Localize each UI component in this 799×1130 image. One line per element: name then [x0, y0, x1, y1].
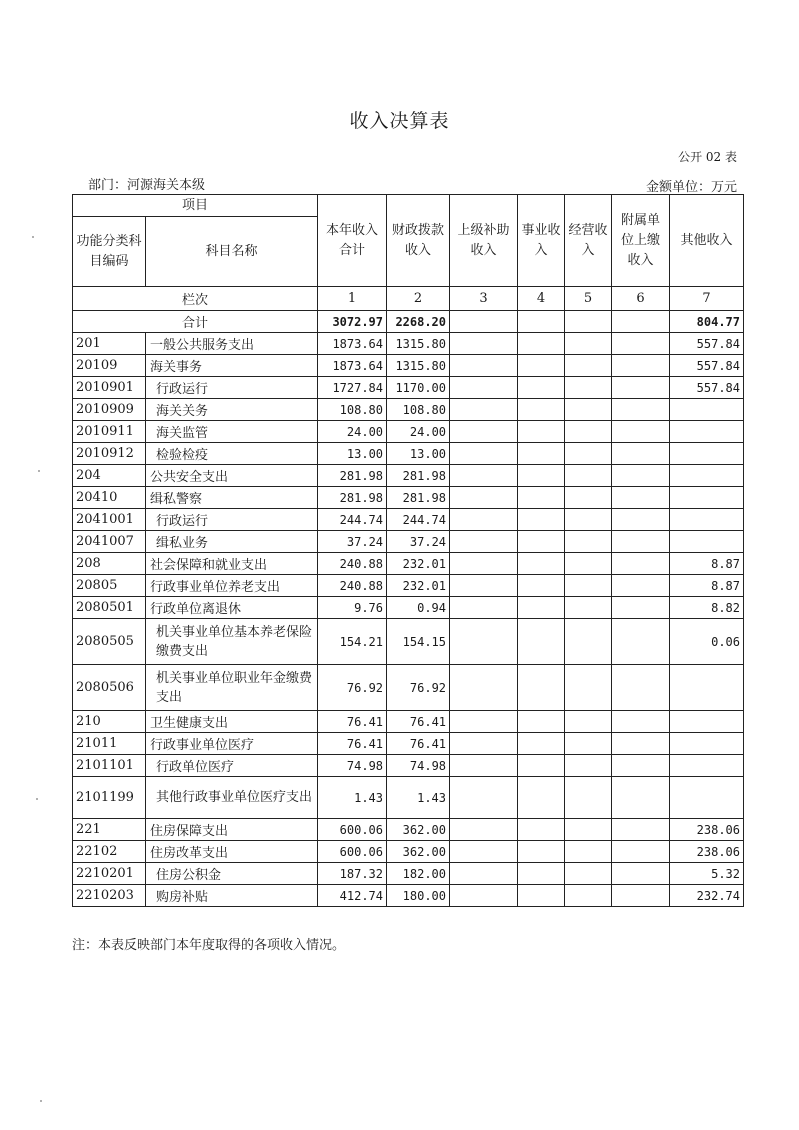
fiscal-cell: 362.00 — [387, 841, 450, 863]
empty-cell — [518, 421, 565, 443]
column-number: 7 — [670, 287, 744, 311]
fiscal-cell: 281.98 — [387, 487, 450, 509]
empty-cell — [612, 863, 670, 885]
other-cell — [670, 777, 744, 819]
other-cell: 557.84 — [670, 333, 744, 355]
empty-cell — [518, 863, 565, 885]
fiscal-cell: 76.92 — [387, 665, 450, 711]
scan-speck — [38, 470, 40, 472]
fiscal-cell: 1315.80 — [387, 355, 450, 377]
code-cell: 20410 — [73, 487, 146, 509]
table-row — [73, 597, 744, 619]
empty-cell — [612, 421, 670, 443]
empty-cell — [518, 509, 565, 531]
empty-cell — [450, 619, 518, 665]
empty-cell — [450, 377, 518, 399]
fiscal-cell: 362.00 — [387, 819, 450, 841]
empty-cell — [565, 531, 612, 553]
fiscal-cell: 76.41 — [387, 711, 450, 733]
header-item: 项目 — [73, 195, 318, 217]
table-row — [73, 553, 744, 575]
empty-cell — [518, 355, 565, 377]
other-cell: 8.87 — [670, 575, 744, 597]
code-cell: 204 — [73, 465, 146, 487]
code-cell: 2010911 — [73, 421, 146, 443]
department-label: 部门：河源海关本级 — [88, 178, 206, 193]
total-cell: 240.88 — [318, 575, 387, 597]
empty-cell — [518, 777, 565, 819]
total-cell: 1727.84 — [318, 377, 387, 399]
empty-cell — [612, 733, 670, 755]
empty-cell — [450, 421, 518, 443]
empty-cell — [450, 819, 518, 841]
empty-cell — [450, 443, 518, 465]
empty-cell — [450, 597, 518, 619]
other-cell — [670, 531, 744, 553]
empty-cell — [518, 619, 565, 665]
code-cell: 2080501 — [73, 597, 146, 619]
other-cell — [670, 711, 744, 733]
empty-cell — [565, 509, 612, 531]
total-cell: 76.92 — [318, 665, 387, 711]
name-cell: 检验检疫 — [146, 443, 318, 465]
table-row — [73, 619, 744, 665]
column-number: 1 — [318, 287, 387, 311]
table-row — [73, 487, 744, 509]
income-table — [72, 194, 744, 907]
empty-cell — [518, 487, 565, 509]
code-cell: 2041001 — [73, 509, 146, 531]
name-cell: 行政事业单位医疗 — [146, 733, 318, 755]
table-row — [73, 711, 744, 733]
empty-cell — [518, 443, 565, 465]
other-cell — [670, 399, 744, 421]
empty-cell — [518, 755, 565, 777]
table-row — [73, 863, 744, 885]
code-cell: 22102 — [73, 841, 146, 863]
other-cell: 238.06 — [670, 841, 744, 863]
name-cell: 机关事业单位职业年金缴费支出 — [146, 665, 318, 711]
total-sum-cell: 3072.97 — [318, 311, 387, 333]
fiscal-cell: 1.43 — [387, 777, 450, 819]
total-cell: 281.98 — [318, 465, 387, 487]
name-cell: 行政运行 — [146, 377, 318, 399]
empty-cell — [565, 421, 612, 443]
empty-cell — [450, 399, 518, 421]
total-cell: 1873.64 — [318, 333, 387, 355]
empty-cell — [612, 355, 670, 377]
empty-cell — [450, 841, 518, 863]
name-cell: 住房公积金 — [146, 863, 318, 885]
empty-cell — [450, 711, 518, 733]
name-cell: 卫生健康支出 — [146, 711, 318, 733]
empty-cell — [565, 553, 612, 575]
unit-label: 金额单位：万元 — [645, 180, 737, 195]
column-number: 6 — [612, 287, 670, 311]
name-cell: 行政单位离退休 — [146, 597, 318, 619]
code-cell: 2101199 — [73, 777, 146, 819]
empty-cell — [518, 531, 565, 553]
other-cell: 5.32 — [670, 863, 744, 885]
other-cell: 557.84 — [670, 355, 744, 377]
empty-cell — [450, 333, 518, 355]
empty-cell — [612, 575, 670, 597]
name-cell: 行政运行 — [146, 509, 318, 531]
empty-cell — [612, 399, 670, 421]
empty-cell — [612, 597, 670, 619]
name-cell: 公共安全支出 — [146, 465, 318, 487]
total-cell: 9.76 — [318, 597, 387, 619]
empty-cell — [612, 553, 670, 575]
empty-cell — [518, 333, 565, 355]
empty-cell — [565, 597, 612, 619]
code-cell: 2080506 — [73, 665, 146, 711]
code-cell: 210 — [73, 711, 146, 733]
empty-cell — [565, 841, 612, 863]
total-row — [73, 311, 744, 333]
code-cell: 221 — [73, 819, 146, 841]
empty-cell — [612, 509, 670, 531]
empty-cell — [518, 377, 565, 399]
total-cell: 154.21 — [318, 619, 387, 665]
empty-cell — [518, 819, 565, 841]
empty-cell — [518, 733, 565, 755]
empty-cell — [518, 465, 565, 487]
empty-cell — [565, 465, 612, 487]
empty-cell — [450, 777, 518, 819]
empty-cell — [612, 841, 670, 863]
fiscal-cell: 281.98 — [387, 465, 450, 487]
table-row — [73, 531, 744, 553]
empty-cell — [612, 819, 670, 841]
header-fiscal: 财政拨款收入 — [387, 195, 450, 287]
total-cell: 1.43 — [318, 777, 387, 819]
total-cell: 187.32 — [318, 863, 387, 885]
table-row — [73, 465, 744, 487]
header-total: 本年收入合计 — [318, 195, 387, 287]
total-cell: 240.88 — [318, 553, 387, 575]
empty-cell — [565, 863, 612, 885]
total-cell: 600.06 — [318, 841, 387, 863]
empty-cell — [518, 553, 565, 575]
footnote: 注：本表反映部门本年度取得的各项收入情况。 — [72, 938, 346, 953]
code-cell: 2210203 — [73, 885, 146, 907]
header-other: 其他收入 — [670, 195, 744, 287]
empty-cell — [565, 777, 612, 819]
table-row — [73, 575, 744, 597]
other-cell — [670, 665, 744, 711]
other-cell: 8.87 — [670, 553, 744, 575]
table-row — [73, 733, 744, 755]
total-other-cell: 804.77 — [670, 311, 744, 333]
fiscal-cell: 182.00 — [387, 863, 450, 885]
name-cell: 海关事务 — [146, 355, 318, 377]
fiscal-cell: 154.15 — [387, 619, 450, 665]
empty-cell — [612, 531, 670, 553]
code-cell: 2101101 — [73, 755, 146, 777]
empty-cell — [450, 885, 518, 907]
name-cell: 缉私警察 — [146, 487, 318, 509]
name-cell: 行政单位医疗 — [146, 755, 318, 777]
fiscal-cell: 37.24 — [387, 531, 450, 553]
fiscal-cell: 232.01 — [387, 575, 450, 597]
table-row — [73, 819, 744, 841]
code-cell: 2041007 — [73, 531, 146, 553]
empty-cell — [518, 711, 565, 733]
name-cell: 购房补贴 — [146, 885, 318, 907]
column-number: 2 — [387, 287, 450, 311]
empty-cell — [565, 665, 612, 711]
empty-cell — [565, 399, 612, 421]
empty-cell — [565, 355, 612, 377]
code-cell: 2210201 — [73, 863, 146, 885]
fiscal-cell: 180.00 — [387, 885, 450, 907]
form-number: 公开 02 表 — [678, 150, 737, 164]
empty-cell — [565, 619, 612, 665]
fiscal-cell: 244.74 — [387, 509, 450, 531]
name-cell: 海关监管 — [146, 421, 318, 443]
empty-cell — [612, 311, 670, 333]
code-cell: 2010909 — [73, 399, 146, 421]
other-cell — [670, 465, 744, 487]
total-cell: 13.00 — [318, 443, 387, 465]
empty-cell — [612, 377, 670, 399]
code-cell: 2010901 — [73, 377, 146, 399]
table-row — [73, 885, 744, 907]
header-subject-name: 科目名称 — [146, 217, 318, 287]
empty-cell — [450, 355, 518, 377]
name-cell: 海关关务 — [146, 399, 318, 421]
header-operating: 经营收入 — [565, 195, 612, 287]
scan-speck — [36, 798, 38, 800]
total-cell: 600.06 — [318, 819, 387, 841]
total-cell: 76.41 — [318, 733, 387, 755]
name-cell: 机关事业单位基本养老保险缴费支出 — [146, 619, 318, 665]
empty-cell — [450, 553, 518, 575]
empty-cell — [612, 885, 670, 907]
other-cell: 8.82 — [670, 597, 744, 619]
empty-cell — [450, 755, 518, 777]
empty-cell — [518, 597, 565, 619]
fiscal-cell: 0.94 — [387, 597, 450, 619]
empty-cell — [612, 465, 670, 487]
code-cell: 21011 — [73, 733, 146, 755]
column-number: 3 — [450, 287, 518, 311]
empty-cell — [565, 755, 612, 777]
table-row — [73, 777, 744, 819]
total-cell: 281.98 — [318, 487, 387, 509]
empty-cell — [450, 531, 518, 553]
table-row — [73, 421, 744, 443]
empty-cell — [565, 377, 612, 399]
empty-cell — [565, 575, 612, 597]
empty-cell — [565, 711, 612, 733]
empty-cell — [612, 777, 670, 819]
other-cell — [670, 509, 744, 531]
name-cell: 住房改革支出 — [146, 841, 318, 863]
empty-cell — [612, 665, 670, 711]
fiscal-cell: 24.00 — [387, 421, 450, 443]
empty-cell — [612, 711, 670, 733]
total-cell: 74.98 — [318, 755, 387, 777]
column-number-row — [73, 287, 744, 311]
fiscal-cell: 1315.80 — [387, 333, 450, 355]
table-row — [73, 443, 744, 465]
name-cell: 住房保障支出 — [146, 819, 318, 841]
other-cell: 232.74 — [670, 885, 744, 907]
header-func-code: 功能分类科目编码 — [73, 217, 146, 287]
header-business: 事业收入 — [518, 195, 565, 287]
fiscal-cell: 76.41 — [387, 733, 450, 755]
header-superior: 上级补助收入 — [450, 195, 518, 287]
empty-cell — [450, 509, 518, 531]
empty-cell — [450, 863, 518, 885]
fiscal-cell: 1170.00 — [387, 377, 450, 399]
other-cell: 0.06 — [670, 619, 744, 665]
total-fiscal-cell: 2268.20 — [387, 311, 450, 333]
code-cell: 20109 — [73, 355, 146, 377]
total-cell: 412.74 — [318, 885, 387, 907]
empty-cell — [565, 311, 612, 333]
other-cell — [670, 443, 744, 465]
table-row — [73, 333, 744, 355]
column-number: 5 — [565, 287, 612, 311]
total-cell: 1873.64 — [318, 355, 387, 377]
other-cell — [670, 421, 744, 443]
empty-cell — [565, 885, 612, 907]
table-row — [73, 665, 744, 711]
name-cell: 行政事业单位养老支出 — [146, 575, 318, 597]
code-cell: 208 — [73, 553, 146, 575]
fiscal-cell: 232.01 — [387, 553, 450, 575]
scan-speck — [32, 236, 34, 238]
total-cell: 76.41 — [318, 711, 387, 733]
header-affiliated: 附属单位上缴收入 — [612, 195, 670, 287]
total-cell: 244.74 — [318, 509, 387, 531]
table-row — [73, 755, 744, 777]
empty-cell — [612, 333, 670, 355]
empty-cell — [565, 733, 612, 755]
empty-cell — [612, 487, 670, 509]
empty-cell — [565, 487, 612, 509]
empty-cell — [565, 333, 612, 355]
other-cell: 238.06 — [670, 819, 744, 841]
code-cell: 20805 — [73, 575, 146, 597]
total-cell: 37.24 — [318, 531, 387, 553]
empty-cell — [565, 819, 612, 841]
total-label: 合计 — [73, 311, 318, 333]
empty-cell — [450, 487, 518, 509]
table-row — [73, 509, 744, 531]
page-title: 收入决算表 — [349, 110, 450, 132]
scan-speck — [40, 1100, 42, 1102]
name-cell: 缉私业务 — [146, 531, 318, 553]
code-cell: 2010912 — [73, 443, 146, 465]
empty-cell — [565, 443, 612, 465]
name-cell: 其他行政事业单位医疗支出 — [146, 777, 318, 819]
empty-cell — [518, 841, 565, 863]
empty-cell — [518, 665, 565, 711]
empty-cell — [450, 575, 518, 597]
code-cell: 2080505 — [73, 619, 146, 665]
total-cell: 108.80 — [318, 399, 387, 421]
code-cell: 201 — [73, 333, 146, 355]
table-row — [73, 355, 744, 377]
name-cell: 一般公共服务支出 — [146, 333, 318, 355]
empty-cell — [450, 311, 518, 333]
total-cell: 24.00 — [318, 421, 387, 443]
name-cell: 社会保障和就业支出 — [146, 553, 318, 575]
empty-cell — [612, 755, 670, 777]
other-cell: 557.84 — [670, 377, 744, 399]
empty-cell — [518, 311, 565, 333]
fiscal-cell: 13.00 — [387, 443, 450, 465]
empty-cell — [518, 885, 565, 907]
other-cell — [670, 755, 744, 777]
other-cell — [670, 487, 744, 509]
other-cell — [670, 733, 744, 755]
table-row — [73, 377, 744, 399]
table-row — [73, 841, 744, 863]
empty-cell — [612, 619, 670, 665]
empty-cell — [518, 399, 565, 421]
fiscal-cell: 74.98 — [387, 755, 450, 777]
empty-cell — [450, 465, 518, 487]
empty-cell — [612, 443, 670, 465]
empty-cell — [450, 733, 518, 755]
fiscal-cell: 108.80 — [387, 399, 450, 421]
empty-cell — [450, 665, 518, 711]
column-number: 4 — [518, 287, 565, 311]
column-label: 栏次 — [73, 287, 318, 311]
table-row — [73, 399, 744, 421]
empty-cell — [518, 575, 565, 597]
